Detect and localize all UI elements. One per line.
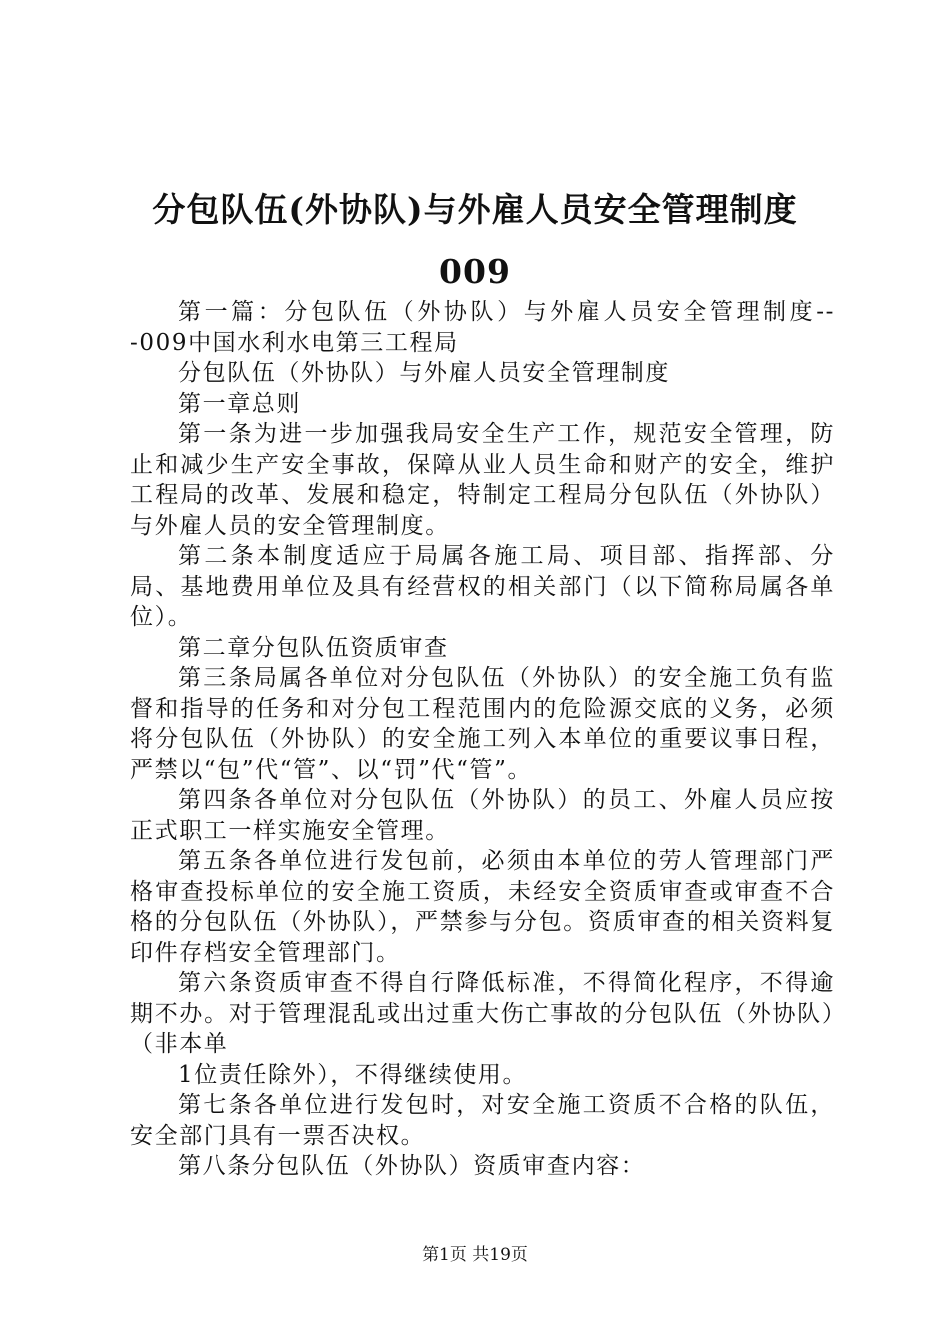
paragraph-intro: 第一篇：分包队伍（外协队）与外雇人员安全管理制度---009中国水利水电第三工程局 bbox=[130, 299, 835, 356]
document-title-line1: 分包队伍(外协队)与外雇人员安全管理制度 bbox=[152, 190, 798, 229]
document-body bbox=[130, 297, 835, 1182]
article-1: 第一条为进一步加强我局安全生产工作，规范安全管理，防止和减少生产安全事故，保障从业人员生命和财产的安全，维护工程局的改革、发展和稳定，特制定工程局分包队伍（外协队）与外雇人员的安全管理制度。 bbox=[130, 421, 835, 539]
chapter-heading-1: 第一章总则 bbox=[178, 390, 301, 417]
chapter-heading-2: 第二章分包队伍资质审查 bbox=[178, 634, 449, 661]
document-title-line2: 009 bbox=[439, 252, 511, 291]
article-5: 第五条各单位进行发包前，必须由本单位的劳人管理部门严格审查投标单位的安全施工资质，未经安全资质审查或审查不合格的分包队伍（外协队），严禁参与分包。资质审查的相关资料复印件存档安全管理部门。 bbox=[130, 848, 835, 966]
article-7: 第七条各单位进行发包时，对安全施工资质不合格的队伍，安全部门具有一票否决权。 bbox=[130, 1092, 835, 1149]
article-8: 第八条分包队伍（外协队）资质审查内容： bbox=[178, 1153, 646, 1179]
article-4: 第四条各单位对分包队伍（外协队）的员工、外雇人员应按正式职工一样实施安全管理。 bbox=[130, 787, 835, 844]
article-6: 第六条资质审查不得自行降低标准，不得简化程序，不得逾期不办。对于管理混乱或出过重大伤亡事故的分包队伍（外协队）（非本单 bbox=[130, 970, 835, 1057]
article-3: 第三条局属各单位对分包队伍（外协队）的安全施工负有监督和指导的任务和对分包工程范围内的危险源交底的义务，必须将分包队伍（外协队）的安全施工列入本单位的重要议事日程，严禁以“包”代“管”、以“罚”代“管”。 bbox=[130, 665, 835, 783]
article-6-continued: 1位责任除外），不得继续使用。 bbox=[178, 1061, 528, 1088]
paragraph-subtitle: 分包队伍（外协队）与外雇人员安全管理制度 bbox=[178, 360, 670, 386]
article-2: 第二条本制度适应于局属各施工局、项目部、指挥部、分局、基地费用单位及具有经营权的相关部门（以下简称局属各单位）。 bbox=[130, 543, 835, 630]
page-footer: 第1页 共19页 bbox=[422, 1245, 528, 1265]
